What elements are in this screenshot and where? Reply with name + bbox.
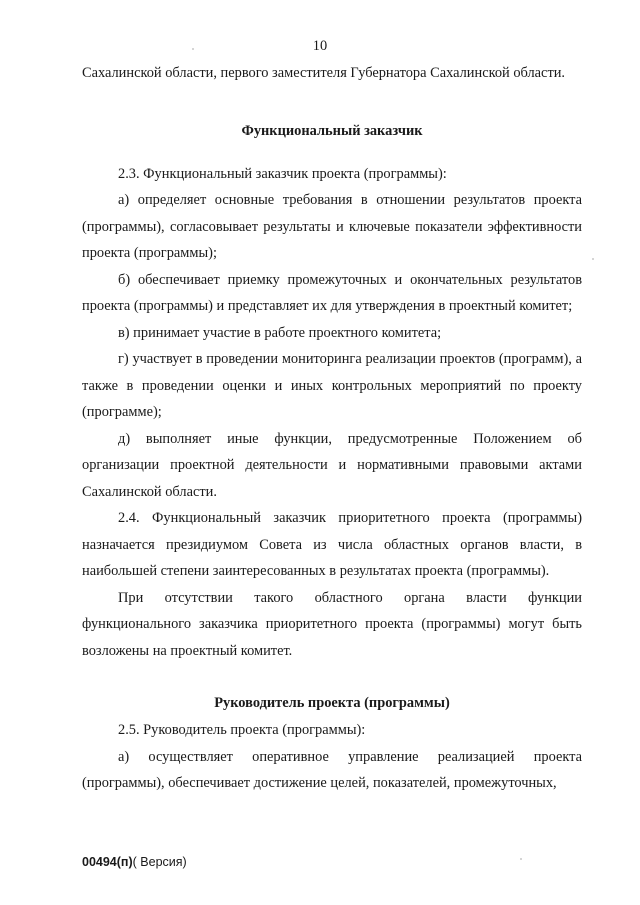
section-heading-project-lead: Руководитель проекта (программы) xyxy=(214,695,450,711)
document-body xyxy=(82,60,582,797)
scan-speck xyxy=(592,258,594,260)
paragraph-2-5-a: а) осуществляет оперативное управление реализацией проекта (программы), обеспечивает достижение целей, показателей, промежуточных, xyxy=(82,748,582,791)
page-number: 10 xyxy=(312,38,328,54)
paragraph-2-3: 2.3. Функциональный заказчик проекта (программы): xyxy=(118,165,447,182)
paragraph-2-4-b: При отсутствии такого областного органа власти функции функционального заказчика приоритетного проекта (программы) могут быть возложены на проектный комитет. xyxy=(82,589,582,659)
scan-speck xyxy=(520,858,522,860)
paragraph-continuation: Сахалинской области, первого заместителя Губернатора Сахалинской области. xyxy=(82,65,566,81)
scan-speck xyxy=(192,48,194,50)
document-version: ( Версия) xyxy=(132,855,187,869)
paragraph-2-4: 2.4. Функциональный заказчик приоритетного проекта (программы) назначается президиумом Совета из числа областных органов власти, в наибольшей степени заинтересованных в результатах проекта (программы). xyxy=(82,510,582,579)
paragraph-2-3-a: а) определяет основные требования в отношении результатов проекта (программы), согласовывает результаты и ключевые показатели эффективности проекта (программы); xyxy=(82,192,582,261)
paragraph-2-3-g: г) участвует в проведении мониторинга реализации проектов (программ), а также в проведении оценки и иных контрольных мероприятий по проекту (программе); xyxy=(82,351,582,420)
document-footer xyxy=(82,855,187,869)
document-code: 00494(п) xyxy=(82,855,133,869)
paragraph-2-5: 2.5. Руководитель проекта (программы): xyxy=(118,722,366,738)
paragraph-2-3-d: д) выполняет иные функции, предусмотренные Положением об организации проектной деятельности и нормативными правовыми актами Сахалинской области. xyxy=(82,430,582,500)
section-heading-functional-customer: Функциональный заказчик xyxy=(241,122,423,139)
paragraph-2-3-b: б) обеспечивает приемку промежуточных и окончательных результатов проекта (программы) и представляет их для утверждения в проектный комитет; xyxy=(82,271,582,314)
paragraph-2-3-v: в) принимает участие в работе проектного комитета; xyxy=(118,324,442,341)
